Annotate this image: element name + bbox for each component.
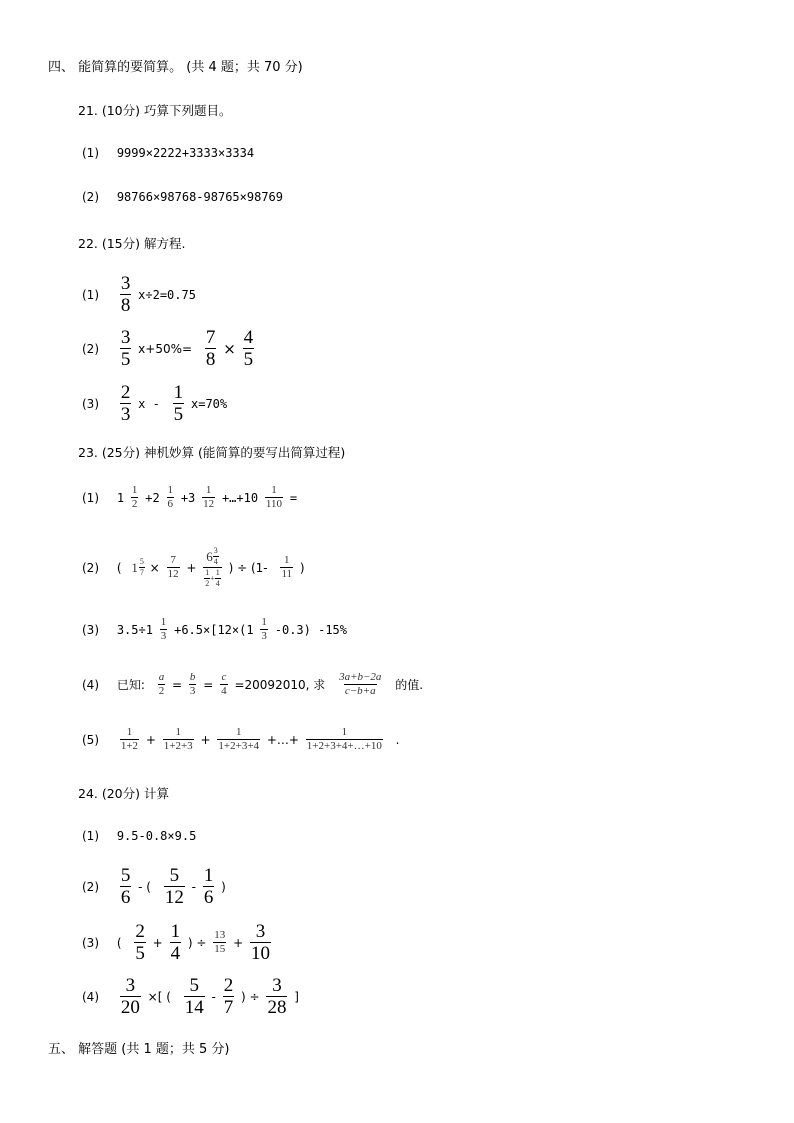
term: +3 (180, 490, 196, 505)
expression: 9.5-0.8×9.5 (116, 829, 197, 843)
q24-part-3 (82, 922, 274, 963)
fraction: $\frac{2}{7}$ (223, 975, 234, 1018)
expression: -0.3) -15% (274, 622, 347, 637)
fraction: $\frac{1}{1+2+3}$ (163, 726, 193, 752)
part-label: (3) (82, 622, 99, 637)
fraction: $\frac{5}{12}$ (164, 865, 184, 908)
q24-part-1 (82, 829, 196, 843)
part-label: (2) (82, 879, 99, 894)
question-24-title: 24. (20分) 计算 (78, 786, 169, 801)
expression: ) ÷ (241, 989, 260, 1004)
fraction: $\frac{1}{11}$ (281, 554, 293, 580)
fraction: $\frac{1}{1+2+3+4}$ (218, 726, 260, 752)
fraction: $\frac{1}{3}$ (261, 616, 267, 642)
question-22-title: 22. (15分) 解方程. (78, 236, 186, 251)
expression: 3.5÷1 (116, 622, 153, 637)
expression: x+50%= (138, 341, 193, 356)
period: . (395, 732, 400, 747)
part-label: (3) (82, 935, 99, 950)
fraction: $\frac{1}{6}$ (167, 484, 173, 510)
fraction: $\frac{1}{3}$ (160, 616, 167, 642)
fraction: $\frac{1}{4}$ (170, 921, 181, 964)
fraction: $\frac{a}{2}$ (158, 671, 165, 697)
fraction: $\frac{7}{8}$ (205, 327, 216, 370)
q22-part-1 (82, 274, 196, 315)
plus-sign: + (152, 935, 163, 950)
expression: +6.5×[12×(1 (174, 622, 254, 637)
times-sign: × (149, 560, 160, 575)
expression: =20092010, 求 (234, 678, 326, 692)
part-label: (2) (82, 341, 99, 356)
section-4-heading: 四、 能简算的要简算。 (共 4 题；共 70 分) (48, 60, 303, 75)
equals-sign: = (203, 677, 214, 692)
whole-number: 1 (116, 490, 125, 505)
part-label: (5) (82, 732, 99, 747)
minus-sign: - (211, 989, 216, 1004)
expression: ) ÷ (187, 935, 207, 950)
ellipsis: +…+ (266, 732, 299, 747)
q22-part-2 (82, 328, 257, 369)
q23-part-1 (82, 485, 297, 510)
fraction: $\frac{2}{3}$ (120, 382, 131, 425)
question-21-title: 21. (10分) 巧算下列题目。 (78, 103, 232, 118)
equals-sign: = (172, 677, 183, 692)
question-23-title: 23. (25分) 神机妙算 (能简算的要写出简算过程) (78, 445, 346, 460)
q24-part-4 (82, 976, 299, 1017)
part-label: (1) (82, 490, 99, 505)
part-label: (1) (82, 146, 99, 160)
plus-sign: + (200, 732, 211, 747)
q23-part-3 (82, 617, 347, 642)
fraction: $\frac{3}{28}$ (267, 975, 287, 1018)
q23-part-2 (82, 547, 305, 588)
q23-part-5 (82, 727, 399, 752)
times-sign: × (223, 339, 236, 358)
complex-fraction: 6 $\frac{3}{4}$ $\frac{1}{2}$ + $\frac{1}{4}$ (205, 546, 220, 588)
fraction: $\frac{1}{1+2}$ (120, 726, 139, 752)
expression: 的值. (395, 678, 424, 692)
equals-sign: = (289, 490, 298, 505)
known-label: 已知: (116, 678, 145, 692)
bracket: ] (294, 989, 299, 1004)
fraction: $\frac{1}{6}$ (203, 865, 214, 908)
expression: - ( (138, 879, 151, 894)
fraction: $\frac{1}{1+2+3+4+\dots+10}$ (306, 726, 382, 752)
fraction: $\frac{7}{12}$ (167, 554, 179, 580)
fraction: $\frac{3}{10}$ (251, 921, 270, 964)
fraction: $\frac{c}{4}$ (221, 671, 227, 697)
part-label: (4) (82, 677, 99, 692)
part-label: (4) (82, 989, 99, 1004)
expression: x - (138, 396, 160, 411)
fraction: $\frac{5}{6}$ (120, 865, 131, 908)
expression: ) ÷ (1- (228, 560, 268, 575)
plus-sign: + (233, 935, 244, 950)
expression: x=70% (191, 396, 228, 411)
fraction: $\frac{4}{5}$ (243, 327, 254, 370)
expression: ×[ ( (147, 989, 171, 1004)
fraction: $\frac{1}{2}$ (131, 484, 138, 510)
fraction: $\frac{1}{110}$ (265, 484, 282, 510)
part-label: (1) (82, 829, 99, 843)
fraction: $\frac{5}{14}$ (184, 975, 204, 1018)
paren: ) (299, 560, 305, 575)
fraction: $\frac{1}{5}$ (173, 382, 184, 425)
fraction: $\frac{3}{20}$ (120, 975, 140, 1018)
expression: x÷2=0.75 (138, 287, 196, 302)
expression: 9999×2222+3333×3334 (116, 146, 255, 160)
q23-part-4 (82, 672, 423, 697)
q21-part-2 (82, 190, 283, 204)
paren: ( (116, 560, 122, 575)
fraction: $\frac{1}{12}$ (203, 484, 215, 510)
term: +2 (145, 490, 160, 505)
part-label: (2) (82, 560, 99, 575)
fraction: $\frac{3a+b-2a}{c-b+a}$ (339, 671, 382, 697)
q22-part-3 (82, 383, 227, 424)
part-label: (3) (82, 396, 99, 411)
fraction: $\frac{3}{5}$ (120, 327, 131, 370)
minus-sign: - (191, 879, 196, 894)
q24-part-2 (82, 866, 226, 907)
fraction: $\frac{3}{8}$ (120, 273, 131, 316)
section-5-heading: 五、 解答题 (共 1 题；共 5 分) (48, 1042, 230, 1057)
fraction: $\frac{b}{3}$ (189, 671, 196, 697)
fraction: $\frac{13}{15}$ (214, 929, 226, 955)
fraction: $\frac{2}{5}$ (135, 921, 145, 964)
part-label: (1) (82, 287, 99, 302)
q21-part-1 (82, 146, 254, 160)
expression: 98766×98768-98765×98769 (116, 190, 283, 204)
plus-sign: + (145, 732, 156, 747)
mixed-number: 1 $\frac{5}{7}$ (131, 557, 144, 577)
paren: ( (116, 935, 122, 950)
paren: ) (221, 879, 226, 894)
part-label: (2) (82, 190, 99, 204)
term: +…+10 (221, 490, 259, 505)
plus-sign: + (186, 560, 197, 575)
